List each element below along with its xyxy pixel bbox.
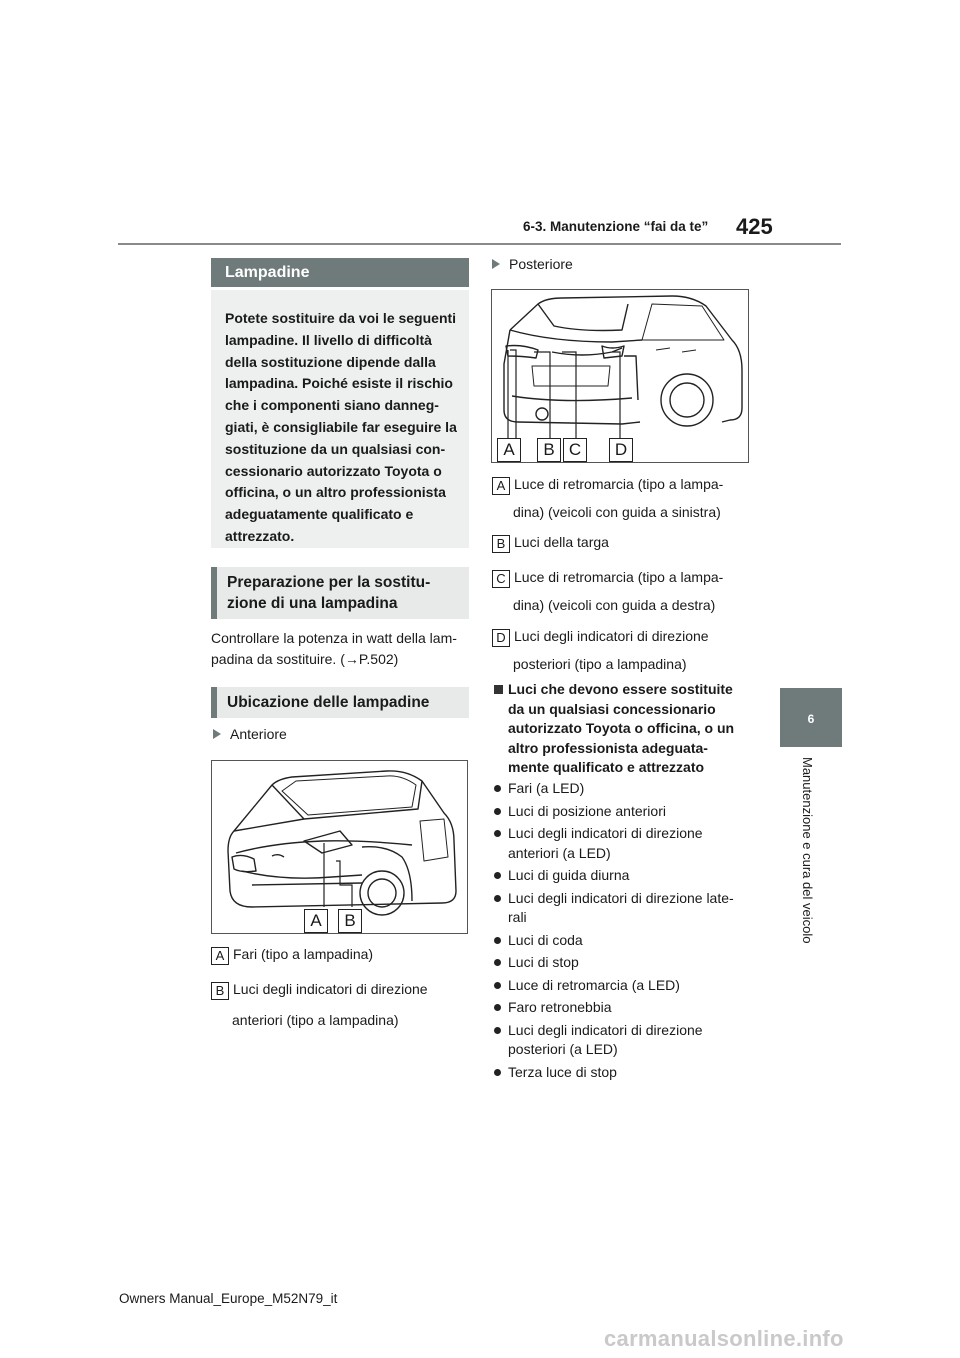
list-item: Luci di posizione anteriori: [494, 802, 759, 822]
page-number: 425: [736, 214, 773, 239]
legend-key: D: [492, 629, 510, 647]
rear-car-illustration: [492, 290, 748, 462]
rear-car-figure: [491, 289, 749, 463]
intro-line: cessionario autorizzato Toyota o: [225, 462, 442, 479]
intro-line: lampadina. Poiché esiste il rischio: [225, 375, 453, 392]
bullet-icon: [494, 785, 501, 792]
intro-line: sostituzione da un qualsiasi con-: [225, 440, 446, 457]
callout-label-a: A: [497, 438, 521, 462]
section-reference: 6-3. Manutenzione “fai da te”: [523, 219, 709, 234]
rear-subheading: Posteriore: [492, 254, 573, 275]
chapter-number: 6: [807, 712, 815, 726]
front-legend-item-a: A Fari (tipo a lampadina): [211, 944, 373, 965]
callout-label-a: A: [304, 909, 328, 933]
dealer-lamp-list: [494, 779, 759, 1085]
intro-box: [211, 290, 469, 548]
front-car-figure: [211, 760, 468, 934]
bullet-icon: [494, 808, 501, 815]
callout-label-d: D: [609, 438, 633, 462]
legend-key: A: [211, 947, 229, 965]
rear-legend-item-c: C Luce di retromarcia (tipo a lampa-: [492, 567, 723, 588]
triangle-bullet-icon: [213, 729, 221, 739]
rear-legend-item-d: D Luci degli indicatori di direzione: [492, 626, 709, 647]
legend-key: C: [492, 570, 510, 588]
callout-label-c: C: [563, 438, 587, 462]
section-title-ubicazione: Ubicazione delle lampadine: [211, 687, 469, 718]
list-item: Fari (a LED): [494, 779, 759, 799]
rear-legend-item-d-continued: posteriori (tipo a lampadina): [513, 656, 687, 672]
intro-line: adeguatamente qualificato e: [225, 506, 414, 523]
list-item: Luci degli indicatori di direzione anteriori (a LED): [494, 824, 759, 863]
callout-label-b: B: [338, 909, 362, 933]
intro-line: attrezzato.: [225, 527, 295, 544]
section-title-preparazione: Preparazione per la sostitu- zione di una lampadina: [211, 567, 469, 619]
header-divider: [118, 243, 841, 245]
front-car-illustration: [212, 761, 467, 933]
rear-legend-item-a-continued: dina) (veicoli con guida a sinistra): [513, 504, 721, 520]
rear-legend-item-c-continued: dina) (veicoli con guida a destra): [513, 597, 716, 613]
document-id: Owners Manual_Europe_M52N79_it: [119, 1291, 338, 1306]
list-item: Luci di stop: [494, 953, 759, 973]
bullet-icon: [494, 1004, 501, 1011]
bullet-icon: [494, 982, 501, 989]
front-legend-item-b-continued: anteriori (tipo a lampadina): [232, 1012, 399, 1028]
rear-legend-item-a: A Luce di retromarcia (tipo a lampa-: [492, 474, 723, 495]
intro-line: Potete sostituire da voi le seguenti: [225, 310, 457, 326]
list-item: Luci di guida diurna: [494, 866, 759, 886]
intro-line: lampadine. Il livello di difficoltà: [225, 331, 432, 348]
legend-key: B: [492, 535, 510, 553]
triangle-bullet-icon: [492, 259, 500, 269]
front-legend-item-b: B Luci degli indicatori di direzione: [211, 979, 428, 1000]
list-item: Faro retronebbia: [494, 998, 759, 1018]
intro-line: giati, è consigliabile far eseguire la: [225, 418, 457, 435]
front-subheading: Anteriore: [213, 724, 287, 745]
list-item: Luci di coda: [494, 931, 759, 951]
callout-label-b: B: [537, 438, 561, 462]
watermark: carmanualsonline.info: [604, 1326, 844, 1351]
list-item: Luci degli indicatori di direzione posteriori (a LED): [494, 1021, 759, 1060]
intro-line: della sostituzione dipende dalla: [225, 353, 436, 370]
preparazione-text: Controllare la potenza in watt della lam- padina da sostituire. (→P.502): [211, 630, 457, 667]
list-item: Luci degli indicatori di direzione late- rali: [494, 889, 759, 928]
rear-legend-item-b: B Luci della targa: [492, 532, 609, 553]
legend-key: A: [492, 477, 510, 495]
square-bullet-icon: [494, 685, 503, 694]
bullet-icon: [494, 1069, 501, 1076]
intro-line: officina, o un altro professionista: [225, 484, 446, 501]
bullet-icon: [494, 1027, 501, 1034]
bullet-icon: [494, 872, 501, 879]
chapter-title: Manutenzione e cura del veicolo: [800, 757, 815, 944]
legend-key: B: [211, 982, 229, 1000]
bullet-icon: [494, 895, 501, 902]
intro-line: che i componenti siano danneg-: [225, 397, 439, 414]
list-item: Luce di retromarcia (a LED): [494, 976, 759, 996]
dealer-replacement-heading: Luci che devono essere sostituite da un qualsiasi concessionario autorizzato Toyota o officina, o un altro professionista adeguata- mente qualificato e attrezzato: [494, 680, 768, 778]
bullet-icon: [494, 830, 501, 837]
bullet-icon: [494, 959, 501, 966]
section-title-lampadine: Lampadine: [211, 258, 469, 287]
bullet-icon: [494, 937, 501, 944]
list-item: Terza luce di stop: [494, 1063, 759, 1083]
